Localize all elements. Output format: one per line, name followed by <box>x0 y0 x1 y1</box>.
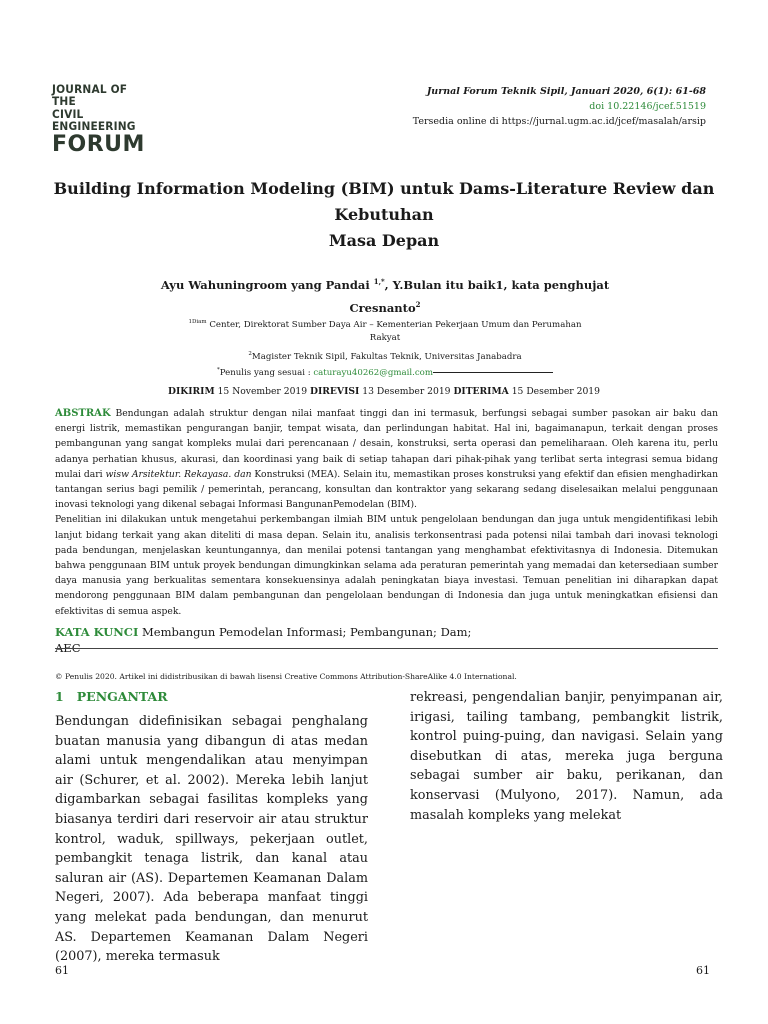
submission-dates <box>40 386 728 397</box>
abstract-p1a: Bendungan adalah struktur dengan nilai manfaat tinggi dan ini termasuk, berfungsi sebagai sumber pasokan air baku dan energi listrik, memastikan pengurangan banjir, tempat wisata, dan perlindungan habitat. Hal ini, bagaimanapun, terkait dengan proses pembangunan yang sangat kompleks mulai dari perencanaan / desain, konstruksi, serta operasi dan pemeliharaan. Oleh karena itu, perlu adanya perhatian khusus, akurasi, dan koordinasi yang baik di setiap tahapan dari pihak-pihak yang terlibat serta integrasi semua bidang mulai dari <box>55 408 718 480</box>
revised-label: DIREVISI <box>310 386 360 397</box>
affil-2: Magister Teknik Sipil, Fakultas Teknik, Universitas Janabadra <box>251 351 522 362</box>
keywords-text-2: AEC <box>55 641 81 655</box>
journal-name: Jurnal Forum Teknik Sipil, Januari 2020, 6(1): 61-68 <box>426 86 706 97</box>
abstract-p1-italic: wisw Arsitektur. Rekayasa. dan <box>105 468 252 480</box>
page-number-right: 61 <box>696 964 710 977</box>
online-availability[interactable]: Tersedia online di https://jurnal.ugm.ac.id/jcef/masalah/arsip <box>412 116 706 127</box>
keywords-text: Membangun Pemodelan Informasi; Pembangunan; Dam; <box>138 625 472 639</box>
abstract <box>55 406 718 619</box>
section-heading <box>55 689 168 704</box>
email-rule <box>433 372 553 373</box>
received-date: 15 November 2019 <box>214 386 311 397</box>
keywords <box>55 624 718 656</box>
abstract-p2: Penelitian ini dilakukan untuk mengetahui perkembangan ilmiah BIM untuk pengelolaan bendungan dan juga untuk mengidentifikasi lebih lanjut bidang terkait yang akan diteliti di masa depan. Selain itu, analisis terkonsentrasi pada potensi nilai tambah dari inovasi teknologi pada bendungan, menjelaskan keuntungannya, dan menilai potensi tantangan yang menghambat efektivitasnya di Indonesia. Ditemukan bahwa penggunaan BIM untuk proyek bendungan dimungkinkan selama ada peraturan pemerintah yang memadai dan ketersediaan sumber daya manusia yang berkualitas sementara konsekuensinya adalah peningkatan biaya investasi. Temuan penelitian ini diharapkan dapat mendorong penggunaan BIM dalam pembangunan dan pengelolaan bendungan di Indonesia dan juga untuk meningkatkan efisiensi dan efektivitas di semua aspek. <box>55 514 718 617</box>
corr-email[interactable]: caturayu40262@gmail.com <box>313 367 433 378</box>
corr-label: Penulis yang sesuai : <box>219 367 314 378</box>
author-1: Ayu Wahuningroom yang Pandai <box>160 277 374 292</box>
logo-line-3: FORUM <box>52 132 145 157</box>
title-line-1: Building Information Modeling (BIM) untuk Dams-Literature Review dan <box>53 179 715 198</box>
title-line-3: Masa Depan <box>328 231 440 250</box>
keywords-divider <box>55 648 718 649</box>
copyright-notice: © Penulis 2020. Artikel ini didistribusikan di bawah lisensi Creative Commons Attribution-ShareAlike 4.0 International. <box>55 672 517 681</box>
author-3: Cresnanto <box>349 300 416 315</box>
journal-logo <box>52 84 162 156</box>
author-3-sup: 2 <box>415 299 421 309</box>
body-column-left: Bendungan didefinisikan sebagai penghalang buatan manusia yang dibangun di atas medan alami untuk mengendalikan atau menyimpan air (Schurer, et al. 2002). Mereka lebih lanjut digambarkan sebagai fasilitas kompleks yang biasanya terdiri dari reservoir air atau struktur kontrol, waduk, spillways, pekerjaan outlet, pembangkit tenaga listrik, dan kanal atau saluran air (AS). Departemen Keamanan Dalam Negeri, 2007). Ada beberapa manfaat tinggi yang melekat pada bendungan, dan menurut AS. Departemen Keamanan Dalam Negeri (2007), mereka termasuk <box>55 714 368 965</box>
affil-2-sup: 2 <box>248 350 252 357</box>
affil-1-sup: 1Diam <box>188 319 207 325</box>
section-title: PENGANTAR <box>76 689 168 704</box>
accepted-label: DITERIMA <box>453 386 509 397</box>
keywords-label: KATA KUNCI <box>55 625 139 639</box>
author-1-sup: 1,* <box>373 277 385 286</box>
author-list <box>120 272 650 318</box>
affil-1-cont: Rakyat <box>369 332 401 343</box>
logo-line-2: CIVIL ENGINEERING <box>52 107 136 133</box>
author-2: , Y.Bulan itu baik1, kata penghujat <box>384 277 610 292</box>
received-label: DIKIRIM <box>168 386 215 397</box>
accepted-date: 15 Desember 2019 <box>508 386 600 397</box>
logo-line-1: JOURNAL OF THE <box>52 82 128 108</box>
section-number: 1 <box>55 689 64 704</box>
body-column-right: rekreasi, pengendalian banjir, penyimpanan air, irigasi, tailing tambang, pembangkit listrik, kontrol puing-puing, dan navigasi. Selain yang disebutkan di atas, mereka juga berguna sebagai sumber air baku, perikanan, dan konservasi (Mulyono, 2017). Namun, ada masalah kompleks yang melekat <box>410 690 723 823</box>
paper-title <box>40 176 728 254</box>
corr-sup: * <box>217 366 220 373</box>
revised-date: 13 Desember 2019 <box>359 386 454 397</box>
abstract-p1b: Konstruksi (MEA). Selain itu, memastikan proses konstruksi yang efektif dan efisien menghadirkan tantangan serius bagi pemilik / pemerintah, perancang, konsultan dan kontraktor yang sekarang sedang diselesaikan melalui penggunaan inovasi teknologi yang dikenal sebagai Informasi BangunanPemodelan (BIM). <box>55 468 718 511</box>
affiliations <box>160 316 610 380</box>
doi-link[interactable]: doi 10.22146/jcef.51519 <box>589 101 706 112</box>
affil-1: Center, Direktorat Sumber Daya Air – Kementerian Pekerjaan Umum dan Perumahan <box>206 319 582 330</box>
journal-info <box>413 84 706 129</box>
title-line-2: Kebutuhan <box>334 205 434 224</box>
page-number-left: 61 <box>55 964 69 977</box>
abstract-label: ABSTRAK <box>55 408 111 419</box>
